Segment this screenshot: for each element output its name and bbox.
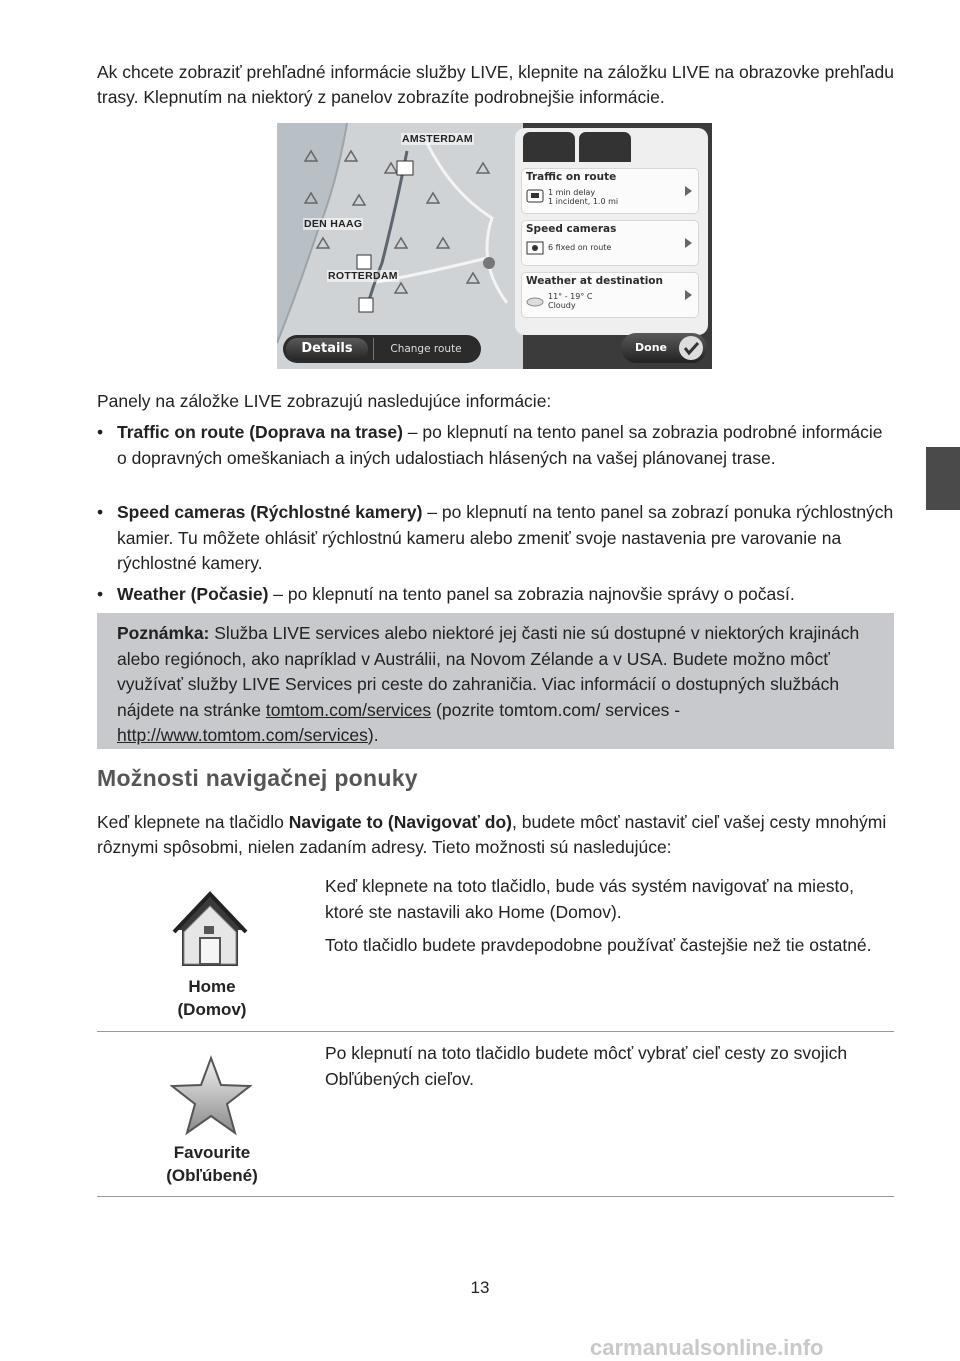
summary-tabs: [515, 128, 708, 162]
chevron-right-icon: [685, 186, 692, 196]
checkmark-icon: [679, 336, 703, 360]
option-label-line: Home: [188, 977, 236, 996]
nav-intro-paragraph: [97, 810, 897, 860]
chevron-right-icon: [685, 238, 692, 248]
option-description: Po klepnutí na toto tlačidlo budete môcť vybrať cieľ cesty zo svojich Obľúbených cieľov.: [325, 1043, 848, 1089]
speed-cameras-panel[interactable]: [521, 220, 699, 266]
panel-line: 11° - 19° C: [548, 292, 593, 301]
bullet-icon: •: [97, 502, 104, 522]
section-heading: Možnosti navigačnej ponuky: [97, 765, 418, 791]
bullet-term: Weather (Počasie): [117, 584, 269, 604]
page-number: 13: [470, 1278, 490, 1297]
weather-panel[interactable]: [521, 272, 699, 318]
done-button[interactable]: [621, 333, 707, 363]
panel-line: 6 fixed on route: [548, 243, 612, 252]
option-label-line: (Domov): [177, 1000, 247, 1019]
bullet-text: – po klepnutí na tento panel sa zobrazí ponuka rýchlostných kamier. Tu môžete ohlásiť rýchlostnú kameru alebo zmeniť svoje nastavenia pre varovanie na rýchlostné kamery.: [117, 502, 894, 573]
services-link[interactable]: tomtom.com/services: [265, 699, 432, 720]
panel-title: Traffic on route: [526, 171, 617, 183]
panel-title: Speed cameras: [526, 223, 617, 235]
divider: [97, 1031, 894, 1032]
services-url-link[interactable]: http://www.tomtom.com/services: [117, 725, 368, 745]
traffic-car-icon: [526, 189, 544, 203]
city-label: DEN HAAG: [304, 218, 363, 230]
bullet-item: [97, 420, 897, 471]
note-label: Poznámka:: [117, 623, 210, 643]
home-icon: [170, 890, 250, 970]
bullet-item: [97, 500, 897, 577]
bullet-term: Speed cameras (Rýchlostné kamery): [117, 502, 423, 522]
tab-route[interactable]: [523, 132, 575, 162]
option-label-home: [97, 975, 327, 1021]
intro-paragraph: Ak chcete zobraziť prehľadné informácie služby LIVE, klepnite na záložku LIVE na obrazovke prehľadu trasy. Klepnutím na niektorý z panelov zobrazíte podrobnejšie informácie.: [97, 62, 894, 107]
map-graphic: [277, 123, 523, 369]
bullet-text: – po klepnutí na tento panel sa zobrazia podrobné informácie o dopravných omeškaniach a iných udalostiach hlásených na vašej plánovanej trase.: [117, 422, 883, 468]
traffic-on-route-panel[interactable]: [521, 168, 699, 214]
done-label: Done: [635, 341, 667, 354]
option-label-line: Favourite: [173, 1143, 251, 1162]
divider: [97, 1196, 894, 1197]
city-label: AMSTERDAM: [402, 133, 473, 145]
cloud-icon: [526, 293, 544, 307]
note-box: [97, 613, 894, 749]
note-text-mid: (pozrite tomtom.com/ services -: [431, 699, 681, 720]
chevron-right-icon: [685, 290, 692, 300]
watermark: carmanualsonline.info: [590, 1335, 824, 1360]
panels-intro: Panely na záložke LIVE zobrazujú nasledujúce informácie:: [97, 391, 552, 411]
bullet-icon: •: [97, 584, 104, 604]
live-route-summary-screenshot: [277, 123, 712, 369]
panel-title: Weather at destination: [526, 275, 663, 287]
tab-live[interactable]: [635, 132, 687, 162]
panel-line: 1 incident, 1.0 mi: [548, 197, 619, 206]
option-description: Toto tlačidlo budete pravdepodobne používať častejšie než tie ostatné.: [325, 935, 872, 955]
bullet-text: – po klepnutí na tento panel sa zobrazia najnovšie správy o počasí.: [268, 584, 795, 604]
nav-intro-text: Keď klepnete na tlačidlo: [97, 812, 289, 832]
speed-camera-icon: [526, 241, 544, 255]
panel-line: Cloudy: [548, 301, 576, 310]
bullet-item: [97, 582, 897, 608]
chapter-tab: [926, 447, 960, 510]
note-text: Služba LIVE services alebo niektoré jej časti nie sú dostupné v niektorých krajinách alebo regiónoch, ako napríklad v Austrálii, na Novom Zélande a v USA. Budete možno môcť využívať služby LIVE Services pri ceste do zahraničia. Viac informácií o dostupných službách nájdete na stránke: [117, 623, 860, 720]
details-button[interactable]: Details: [286, 338, 368, 360]
bullet-term: Traffic on route (Doprava na trase): [117, 422, 403, 442]
nav-intro-text: , budete môcť nastaviť cieľ vašej cesty mnohými rôznymi spôsobmi, nielen zadaním adresy. Tieto možnosti sú nasledujúce:: [97, 812, 887, 857]
bullet-icon: •: [97, 422, 104, 442]
route-map: [277, 123, 523, 369]
option-label-line: (Obľúbené): [166, 1166, 258, 1185]
change-route-button[interactable]: Change route: [373, 338, 478, 360]
star-icon: [170, 1055, 252, 1137]
panel-line: 1 min delay: [548, 188, 596, 197]
bottom-button-bar: [283, 335, 481, 363]
tab-location[interactable]: [579, 132, 631, 162]
option-label-favourite: [97, 1141, 327, 1187]
nav-intro-bold: Navigate to (Navigovať do): [288, 812, 512, 832]
city-label: ROTTERDAM: [328, 270, 398, 282]
option-description: Keď klepnete na toto tlačidlo, bude vás systém navigovať na miesto, ktoré ste nastavili ako Home (Domov).: [325, 876, 855, 922]
live-panel: [515, 128, 708, 335]
note-text-end: ).: [367, 725, 379, 745]
